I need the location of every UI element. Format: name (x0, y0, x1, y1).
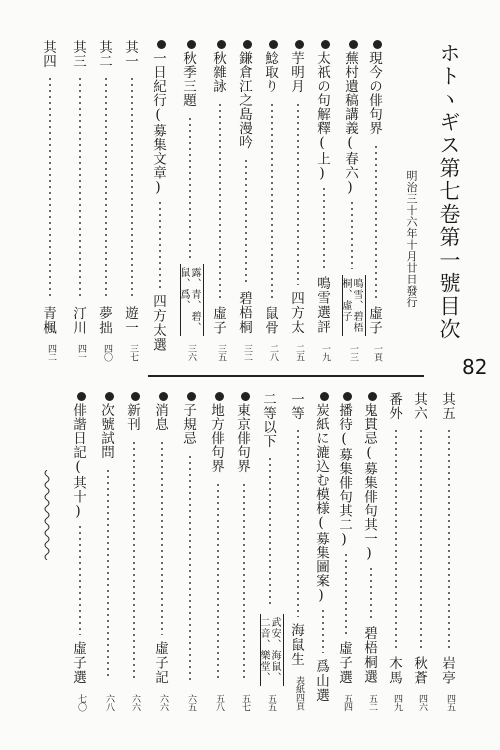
bullet-icon (368, 392, 377, 401)
bullet-icon (241, 392, 250, 401)
bullet-icon (131, 392, 140, 401)
entry-author: 鼠骨 (262, 306, 278, 335)
toc-entry (315, 392, 331, 712)
publication-date: 明治三十六年十月廿日發行 (405, 170, 418, 308)
page-number: 82 (462, 355, 488, 379)
entry-title: 新刊 (126, 392, 142, 431)
section-divider (148, 375, 424, 377)
entry-title: 一等 (288, 392, 304, 420)
toc-entry (258, 392, 280, 712)
entry-title: 消息 (154, 392, 170, 431)
magazine-title: ホトヽギス第七卷第一號目次 (437, 42, 461, 341)
bullet-icon (157, 40, 166, 49)
bullet-icon (105, 392, 114, 401)
dot-leader (420, 428, 422, 650)
dot-leader (105, 76, 107, 300)
toc-entry (290, 392, 306, 712)
entry-author: 岩亭 (439, 656, 455, 685)
bullet-icon (217, 40, 226, 49)
toc-entry (388, 392, 404, 712)
dot-leader (271, 102, 273, 300)
entry-page: 一頁 (372, 344, 382, 361)
toc-entry (212, 40, 228, 362)
toc-entry (338, 392, 354, 712)
toc-entry (154, 392, 170, 712)
entry-author-line: 桐、虛子 (340, 278, 351, 322)
dot-leader (79, 524, 81, 635)
author-bracket (342, 275, 366, 336)
entry-title: 次號試問 (100, 392, 116, 459)
entry-title: 鬼貫忌(募集俳句其一) (363, 392, 379, 562)
bullet-icon (243, 40, 252, 49)
dot-leader (243, 482, 245, 680)
entry-title: 東京俳句界 (236, 392, 252, 473)
entry-page: 三二 (242, 344, 252, 361)
toc-entry (441, 392, 457, 712)
dot-leader (351, 200, 353, 269)
toc-entry (264, 40, 280, 362)
toc-entry (72, 40, 88, 362)
entry-author: 木馬 (386, 656, 402, 685)
dot-leader (448, 428, 450, 650)
toc-entry (340, 40, 362, 362)
dot-leader (133, 440, 135, 680)
entry-page: 五八 (214, 694, 224, 711)
entry-page: 三六 (186, 344, 196, 361)
toc-entry (100, 392, 116, 712)
dot-leader (131, 76, 133, 300)
entry-page: 六五 (186, 694, 196, 711)
entry-page: 四五 (445, 694, 455, 711)
entry-title: 鯰取り (264, 40, 280, 93)
entry-author-line: 鳴雪、碧梧 (351, 278, 362, 333)
dot-leader (370, 566, 372, 620)
toc-entry (126, 392, 142, 712)
entry-author: 碧梧桐 (236, 291, 252, 335)
entry-author: 秋蒼 (411, 656, 427, 685)
dot-leader (245, 158, 247, 285)
toc-entry (236, 392, 252, 712)
entry-page: 三七 (128, 344, 138, 361)
wavy-border-line (42, 470, 52, 560)
bullet-icon (159, 392, 168, 401)
entry-author-line: 武安、海鼠、 (269, 617, 280, 683)
bullet-icon (77, 392, 86, 401)
entry-title: 二等以下 (260, 392, 276, 448)
dot-leader (395, 428, 397, 650)
bullet-icon (269, 40, 278, 49)
dot-leader (269, 456, 271, 608)
toc-entry (178, 40, 200, 362)
author-bracket (260, 614, 284, 686)
bullet-icon (343, 392, 352, 401)
entry-page: 七〇 (76, 694, 86, 711)
entry-page: 六八 (104, 694, 114, 711)
entry-page: 二八 (268, 344, 278, 361)
entry-author: 青楓 (40, 306, 56, 335)
entry-title: 其二 (96, 40, 112, 68)
bullet-icon (187, 40, 196, 49)
entry-author: 四方太選 (150, 294, 166, 352)
entry-title: 秋季三題 (182, 40, 198, 107)
toc-entry (290, 40, 306, 362)
entry-author: 碧梧桐選 (361, 626, 377, 684)
entry-page: 表紙四頁 (294, 676, 304, 710)
dot-leader (217, 482, 219, 680)
dot-leader (322, 608, 324, 653)
entry-author: 遊一 (122, 306, 138, 335)
dot-leader (219, 102, 221, 300)
bullet-icon (295, 40, 304, 49)
entry-author: 海鼠生 (288, 623, 304, 667)
entry-title: 太祇の句解釋(上) (316, 40, 332, 182)
entry-page: 三五 (216, 344, 226, 361)
dot-leader (49, 76, 51, 300)
entry-title: 地方俳句界 (210, 392, 226, 473)
entry-author-line: 二音、樂堂、 (258, 617, 269, 683)
bullet-icon (373, 40, 382, 49)
entry-title: 秋雜詠 (212, 40, 228, 93)
entry-author: 鳴雪選評 (314, 276, 330, 334)
entry-author: 虛子 (366, 306, 382, 335)
toc-entry (42, 40, 58, 362)
entry-title: 番外 (386, 392, 402, 420)
toc-entry (72, 392, 88, 712)
dot-leader (297, 102, 299, 285)
toc-entry (413, 392, 429, 712)
entry-author: 虛子選 (70, 641, 86, 685)
bullet-icon (215, 392, 224, 401)
entry-author: 虛子 (210, 306, 226, 335)
entry-author-line: 露、青、碧、 (189, 267, 200, 333)
entry-page: 四一 (76, 344, 86, 361)
dot-leader (189, 454, 191, 680)
entry-page: 五二 (367, 694, 377, 711)
entry-author: 爲山選 (313, 659, 329, 703)
dot-leader (323, 186, 325, 270)
dot-leader (189, 116, 191, 258)
entry-author: 汀川 (70, 306, 86, 335)
entry-page: 二五 (294, 344, 304, 361)
entry-page: 四六 (417, 694, 427, 711)
entry-author: 四方太 (288, 291, 304, 335)
entry-page: 六六 (158, 694, 168, 711)
entry-title: 蕪村遺稿講義(春六) (344, 40, 360, 196)
entry-title: 一日紀行(募集文章) (152, 40, 168, 196)
bullet-icon (349, 40, 358, 49)
dot-leader (161, 440, 163, 635)
entry-title: 其五 (439, 392, 455, 420)
entry-title: 鎌倉江之島漫吟 (238, 40, 254, 149)
entry-title: 其四 (40, 40, 56, 68)
entry-author: 虛子記 (152, 641, 168, 685)
entry-page: 四二 (46, 344, 56, 361)
bullet-icon (320, 392, 329, 401)
entry-page: 四九 (392, 694, 402, 711)
dot-leader (345, 552, 347, 635)
toc-entry (316, 40, 332, 362)
entry-title: 炭紙に漉込む模様(募集圖案) (315, 392, 331, 604)
entry-author: 虛子選 (336, 641, 352, 685)
entry-page: 五五 (266, 694, 276, 711)
toc-entry (124, 40, 140, 362)
bullet-icon (321, 40, 330, 49)
entry-title: 其一 (122, 40, 138, 68)
dot-leader (297, 428, 299, 617)
toc-entry (238, 40, 254, 362)
entry-page: 六六 (130, 694, 140, 711)
bullet-icon (187, 392, 196, 401)
entry-title: 現今の俳句界 (368, 40, 384, 135)
entry-page: 五四 (342, 694, 352, 711)
entry-title: 其三 (70, 40, 86, 68)
dot-leader (107, 468, 109, 680)
entry-title: 其六 (411, 392, 427, 420)
entry-page: 五七 (240, 694, 250, 711)
author-bracket (180, 264, 204, 336)
dot-leader (79, 76, 81, 300)
entry-title: 播待(募集俳句其二) (338, 392, 354, 548)
entry-author-line: 鼠、爲、 (178, 267, 189, 311)
entry-title: 子規忌 (182, 392, 198, 445)
toc-entry (182, 392, 198, 712)
entry-title: 芋明月 (290, 40, 306, 93)
dot-leader (375, 144, 377, 300)
entry-author: 夢拙 (96, 306, 112, 335)
toc-entry (368, 40, 384, 362)
toc-entry (152, 40, 168, 362)
entry-page: 一三 (348, 344, 358, 361)
toc-entry (210, 392, 226, 712)
toc-entry (363, 392, 379, 712)
dot-leader (159, 200, 161, 288)
toc-entry (98, 40, 114, 362)
entry-page: 四〇 (102, 344, 112, 361)
entry-page: 一九 (320, 344, 330, 361)
entry-title: 俳諧日記(其十) (72, 392, 88, 520)
